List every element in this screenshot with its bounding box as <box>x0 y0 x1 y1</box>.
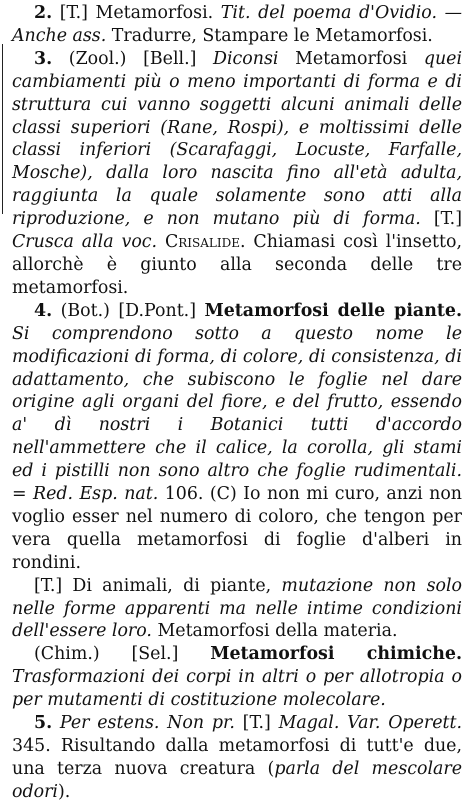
text-segment: [T.] <box>234 713 279 734</box>
text-segment: Crisalide <box>157 232 241 253</box>
text-segment: Magal. Var. Operett. <box>278 713 462 734</box>
text-segment: Tit. del poema d'Ovidio. — Anche ass. <box>12 3 462 46</box>
text-segment: quei cambiamenti più o meno importanti di forma e di struttura cui vanno soggetti alcuni animali delle classi superiori (Rane, Rospi), e moltissimi delle classi inferiori (Scarafaggi, Locuste, Farfalle, Mosche), dalla loro nascita fino all'età adulta, raggiunta la quale solamente sono atti alla riproduzione, e non mutano più di forma. <box>12 48 463 230</box>
text-segment: mutazione non solo nelle forme apparenti ma nelle intime condizioni dell'essere loro. <box>12 575 462 642</box>
text-segment: [T.] Metamorfosi. <box>52 3 221 23</box>
text-segment: 345. Risultando dalla metamorfosi di tutt'e due, una terza nuova creatura ( <box>12 736 462 779</box>
text-segment: [T.] Di animali, di piante, <box>34 575 282 596</box>
text-segment: ). <box>57 781 71 802</box>
entry-2 <box>12 2 462 48</box>
text-segment: Tradurre, Stampare le Metamorfosi. <box>106 25 433 46</box>
entry-5 <box>12 712 462 804</box>
text-segment: 4. <box>34 300 53 321</box>
entry-4-animals <box>12 575 462 644</box>
entry-4 <box>12 300 462 575</box>
text-segment: Metamorfosi delle piante. <box>204 300 462 321</box>
text-segment: 2. <box>34 3 53 23</box>
text-segment: [T.] <box>420 209 462 230</box>
margin-rule <box>2 44 3 214</box>
text-segment: parla del mescolare odori <box>12 758 462 802</box>
entry-3 <box>12 48 462 300</box>
text-segment: Crusca alla voc. <box>12 232 158 253</box>
text-segment: Metamorfosi della materia. <box>151 621 398 642</box>
text-segment: Trasformazioni dei corpi in altri o per allotropia o per mutamenti di costituzione molecolare. <box>12 667 462 711</box>
text-segment: (Bot.) [D.Pont.] <box>52 300 205 321</box>
text-segment: (Chim.) [Sel.] <box>34 644 211 665</box>
text-segment: 3. <box>34 48 53 69</box>
entry-4-chemistry <box>12 643 462 712</box>
text-segment: Metamorfosi <box>278 48 424 69</box>
text-segment: 5. <box>34 713 53 734</box>
text-segment: Per estens. Non pr. <box>52 713 235 734</box>
text-segment: 106. (C) Io non mi curo, anzi non voglio esser nel numero di coloro, che tengon per vera quella metamorfosi di foglie d'alberi in rondini. <box>12 484 463 573</box>
text-segment: Diconsi <box>213 48 279 69</box>
text-segment: . Chiamasi così l'insetto, allorchè è giunto alla seconda delle tre metamorfosi. <box>12 232 462 298</box>
text-segment: Red. Esp. nat. <box>33 484 159 505</box>
text-segment: (Zool.) [Bell.] <box>52 48 214 69</box>
text-segment: Si comprendono sotto a questo nome le modificazioni di forma, di colore, di consistenza, di adattamento, che subiscono le foglie nel dare origine agli organi del fiore, e del frutto, essendo a' dì nostri i Botanici tutti d'accordo nell'ammettere che il calice, la corolla, gli stami ed i pistilli non sono altro che foglie rudimentali. <box>12 323 462 482</box>
text-segment: Metamorfosi chimiche. <box>210 644 462 665</box>
text-segment: = <box>12 484 34 505</box>
